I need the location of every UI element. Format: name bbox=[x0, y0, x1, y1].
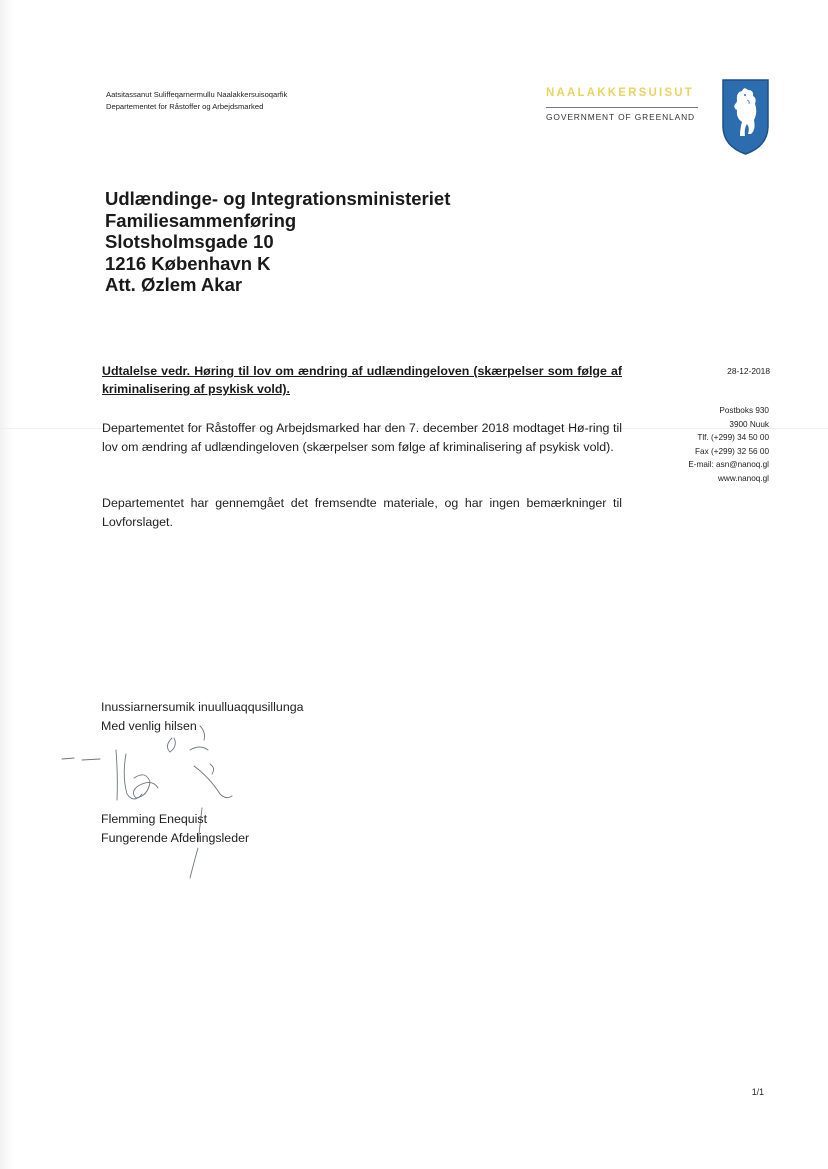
contact-phone: Tlf. (+299) 34 50 00 bbox=[697, 433, 769, 443]
contact-block bbox=[640, 404, 769, 486]
government-logo bbox=[546, 87, 698, 122]
recipient-division: Familiesammenføring bbox=[105, 209, 297, 231]
signer-title: Fungerende Afdelingsleder bbox=[101, 831, 250, 845]
contact-website: www.nanoq.gl bbox=[718, 473, 769, 483]
recipient-city: 1216 København K bbox=[105, 252, 271, 274]
closing-danish: Med venlig hilsen bbox=[101, 718, 197, 733]
recipient-street: Slotsholmsgade 10 bbox=[105, 231, 274, 252]
sender-department bbox=[106, 89, 287, 113]
logo-government-text: GOVERNMENT OF GREENLAND bbox=[546, 112, 695, 122]
recipient-attention: Att. Øzlem Akar bbox=[105, 274, 243, 295]
sender-line-greenlandic: Aatsitassanut Suliffeqarnermullu Naalakkersuisoqarfik bbox=[106, 90, 288, 99]
polar-bear-crest-icon bbox=[720, 78, 771, 156]
body-paragraph-1: Departementet for Råstoffer og Arbejdsmarked har den 7. december 2018 modtaget Hø-ring til lov om ændring af udlændingeloven (skærpelser som følge af kriminalisering af psykisk vold). bbox=[102, 421, 622, 454]
logo-name: NAALAKKERSUISUT bbox=[546, 87, 694, 99]
signer-block bbox=[101, 810, 249, 848]
signer-name: Flemming Enequist bbox=[101, 812, 208, 826]
body-paragraph-2: Departementet har gennemgået det fremsendte materiale, og har ingen bemærkninger til Lovforslaget. bbox=[102, 496, 622, 529]
recipient-address bbox=[105, 188, 450, 296]
letter-date: 28-12-2018 bbox=[727, 366, 770, 376]
contact-email: E-mail: asn@nanoq.gl bbox=[688, 460, 769, 470]
contact-city: 3900 Nuuk bbox=[729, 419, 769, 429]
letter-subject: Udtalelse vedr. Høring til lov om ændring af udlændingeloven (skærpelser som følge af kriminalisering af psykisk vold). bbox=[102, 364, 622, 396]
recipient-ministry: Udlændinge- og Integrationsministeriet bbox=[105, 188, 451, 209]
closing-greenlandic: Inussiarnersumik inuulluaqqusillunga bbox=[101, 700, 304, 714]
contact-fax: Fax (+299) 32 56 00 bbox=[695, 446, 769, 456]
logo-divider bbox=[546, 107, 698, 108]
page-number: 1/1 bbox=[751, 1087, 764, 1097]
sender-line-danish: Departementet for Råstoffer og Arbejdsmarked bbox=[106, 102, 264, 111]
scan-page-edge bbox=[0, 0, 14, 1169]
handwritten-signature-icon bbox=[60, 716, 250, 886]
contact-postbox: Postboks 930 bbox=[719, 406, 769, 415]
